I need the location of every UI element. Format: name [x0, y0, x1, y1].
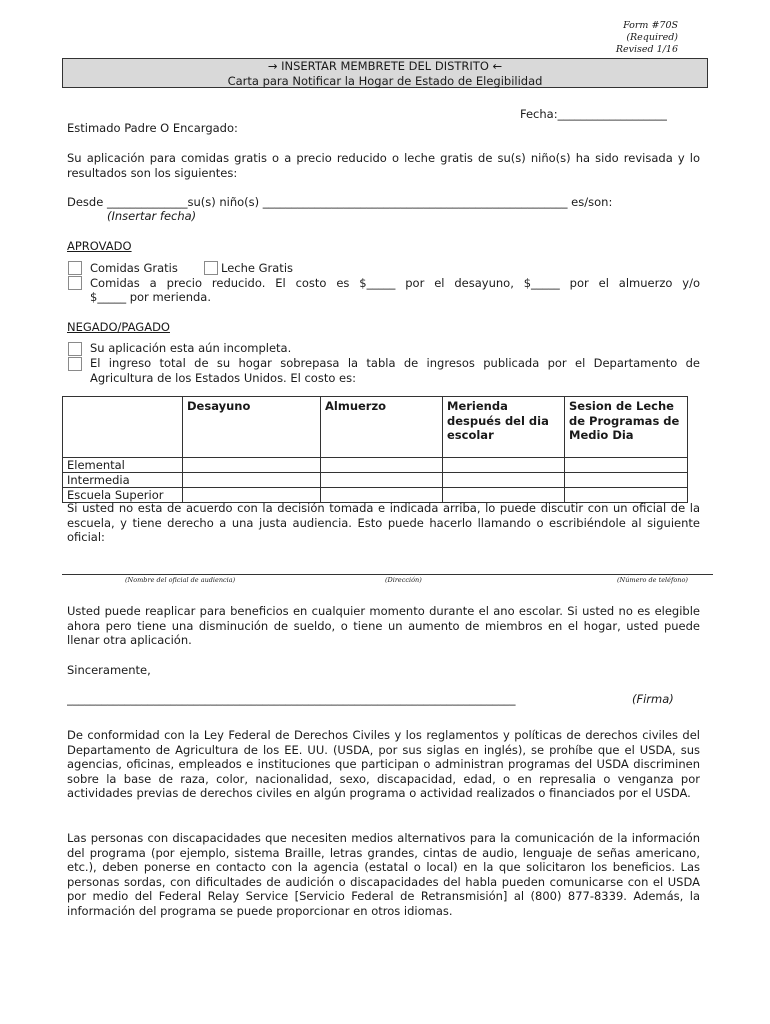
table-cell[interactable] [321, 473, 443, 488]
cost-table-header-row [63, 397, 688, 458]
greeting: Estimado Padre O Encargado: [67, 121, 238, 135]
table-header-milk: Sesion de Leche de Programas de Medio Dia [565, 397, 688, 458]
hearing-official-phone-label: (Número de teléfono) [617, 576, 688, 584]
reduced-meals-line2: $_____ por merienda. [90, 290, 212, 304]
letterhead-box [62, 58, 708, 88]
table-cell[interactable] [321, 458, 443, 473]
reapply-paragraph: Usted puede reaplicar para beneficios en cualquier momento durante el ano escolar. Si usted no es elegible ahora pero tiene una disminución de sueldo, o tiene un aumento de miembros en el hogar, usted puede llenar otra aplicación. [67, 604, 700, 647]
hearing-official-name-label: (Nombre del oficial de audiencia) [125, 576, 236, 584]
form-number-block [616, 20, 678, 56]
hearing-official-line[interactable] [62, 574, 713, 575]
free-milk-checkbox[interactable] [204, 261, 218, 275]
incomplete-checkbox[interactable] [68, 342, 82, 356]
table-row-label-elementary: Elemental [63, 458, 183, 473]
table-header-lunch: Almuerzo [321, 397, 443, 458]
signature-line[interactable]: ______________________________________________________________________________ [67, 692, 516, 706]
denied-heading: NEGADO/PAGADO [67, 320, 170, 334]
free-meals-checkbox[interactable] [68, 261, 82, 275]
income-exceeds-checkbox[interactable] [68, 357, 82, 371]
hearing-official-address-label: (Dirección) [385, 576, 422, 584]
letterhead-placeholder: → INSERTAR MEMBRETE DEL DISTRITO ← [267, 59, 503, 73]
approved-heading: APROVADO [67, 239, 132, 253]
table-row [63, 458, 688, 473]
table-row-label-high-school: Escuela Superior [63, 488, 183, 503]
income-exceeds-line2: Agricultura de los Estados Unidos. El costo es: [90, 371, 356, 385]
desde-hint: (Insertar fecha) [107, 209, 197, 223]
table-cell[interactable] [443, 473, 565, 488]
form-revised: Revised 1/16 [615, 44, 678, 55]
closing: Sinceramente, [67, 663, 151, 677]
table-header-snack: Merienda después del dia escolar [443, 397, 565, 458]
table-cell[interactable] [183, 473, 321, 488]
incomplete-label: Su aplicación esta aún incompleta. [90, 341, 292, 355]
table-row-label-intermediate: Intermedia [63, 473, 183, 488]
table-header-breakfast: Desayuno [183, 397, 321, 458]
date-field[interactable]: Fecha:___________________ [520, 107, 667, 121]
table-cell[interactable] [565, 473, 688, 488]
letter-title: Carta para Notificar la Hogar de Estado de Elegibilidad [227, 73, 543, 88]
cost-table [62, 396, 688, 503]
reduced-meals-checkbox[interactable] [68, 276, 82, 290]
accessibility-paragraph: Las personas con discapacidades que necesiten medios alternativos para la comunicación de la información del programa (por ejemplo, sistema Braille, letras grandes, cintas de audio, lenguaje de señas americano, etc.), deben ponerse en contacto con la agencia (estatal o local) en la que solicitaron los beneficios. Las personas sordas, con dificultades de audición o discapacidades del habla pueden comunicarse con el USDA por medio del Federal Relay Service [Servicio Federal de Retransmisión] al (800) 877-8339. Además, la información del programa se puede proporcionar en otros idiomas. [67, 831, 700, 918]
form-required: (Required) [626, 32, 678, 43]
free-milk-label: Leche Gratis [221, 261, 294, 275]
income-exceeds-line1: El ingreso total de su hogar sobrepasa la tabla de ingresos publicada por el Departamento de [90, 356, 700, 370]
table-cell[interactable] [443, 458, 565, 473]
table-cell[interactable] [565, 458, 688, 473]
free-meals-label: Comidas Gratis [90, 261, 178, 275]
intro-paragraph: Su aplicación para comidas gratis o a precio reducido o leche gratis de su(s) niño(s) ha sido revisada y lo resultados son los siguientes: [67, 151, 700, 180]
table-header-blank [63, 397, 183, 458]
table-cell[interactable] [183, 458, 321, 473]
signature-label: (Firma) [632, 692, 674, 706]
desde-line: Desde ______________su(s) niño(s) _____________________________________________________ es/son: [67, 195, 613, 209]
form-number: Form #70S [623, 20, 678, 31]
appeal-paragraph: Si usted no esta de acuerdo con la decisión tomada e indicada arriba, lo puede discutir con un oficial de la escuela, y tiene derecho a una justa audiencia. Esto puede hacerlo llamando o escribiéndole al siguiente oficial: [67, 501, 700, 544]
reduced-meals-line1: Comidas a precio reducido. El costo es $_____ por el desayuno, $_____ por el almuerzo y/o [90, 276, 700, 290]
nondiscrimination-paragraph: De conformidad con la Ley Federal de Derechos Civiles y los reglamentos y políticas de derechos civiles del Departamento de Agricultura de los EE. UU. (USDA, por sus siglas en inglés), se prohíbe que el USDA, sus agencias, oficinas, empleados e instituciones que participan o administran programas del USDA discriminen sobre la base de raza, color, nacionalidad, sexo, discapacidad, edad, o en represalia o venganza por actividades previas de derechos civiles en algún programa o actividad realizados o financiados por el USDA. [67, 728, 700, 800]
table-row [63, 473, 688, 488]
